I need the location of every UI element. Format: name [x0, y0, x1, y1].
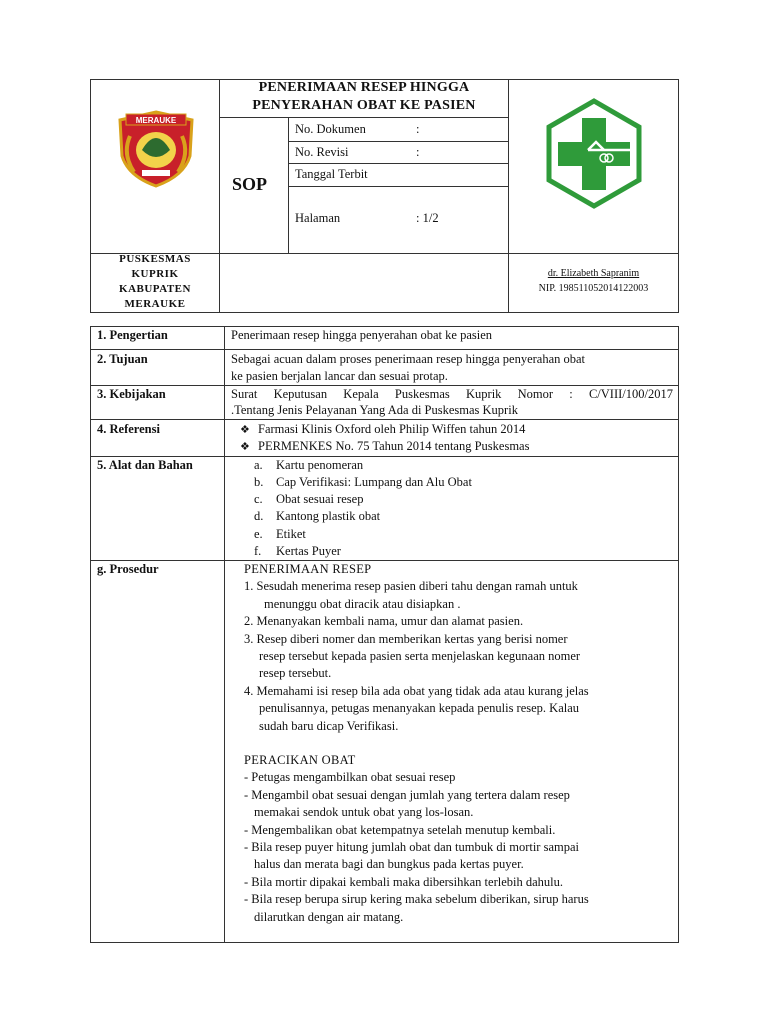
racik-line: - Mengembalikan obat ketempatnya setelah menutup kembali. [244, 823, 556, 837]
signer-nip: NIP. 198511052014122003 [538, 283, 649, 294]
racik-line: - Mengambil obat sesuai dengan jumlah yang tertera dalam resep [244, 788, 570, 802]
field-no-revisi-value: : [416, 145, 420, 159]
text-tujuan-line2: ke pasien berjalan lancar dan sesuai protap. [231, 369, 448, 383]
field-halaman-label: Halaman [295, 211, 341, 225]
signer-name: dr. Elizabeth Sapranim [547, 268, 640, 279]
alat-item-c: Obat sesuai resep [276, 492, 364, 506]
field-tanggal-terbit-label: Tanggal Terbit [295, 167, 368, 181]
text-kebijakan-line2: .Tentang Jenis Pelayanan Yang Ada di Puskesmas Kuprik [231, 403, 518, 417]
label-pengertian: 1. Pengertian [97, 328, 168, 342]
org-line1: PUSKESMAS [119, 253, 191, 265]
field-no-dokumen-value: : [416, 122, 420, 136]
sop-label: SOP [232, 174, 268, 194]
field-no-dokumen-label: No. Dokumen [295, 122, 366, 136]
alat-item-d: Kantong plastik obat [276, 509, 381, 523]
merauke-crest-logo [112, 106, 200, 190]
racik-line: - Bila resep berupa sirup kering maka sebelum diberikan, sirup harus [244, 892, 589, 906]
referensi-item-1: Farmasi Klinis Oxford oleh Philip Wiffen tahun 2014 [258, 422, 526, 436]
label-tujuan: 2. Tujuan [97, 352, 148, 366]
alat-letter-f: f. [254, 544, 262, 558]
step-line: menunggu obat diracik atau disiapkan . [264, 597, 461, 611]
racik-line: - Petugas mengambilkan obat sesuai resep [244, 770, 456, 784]
sop-title-line1: PENERIMAAN RESEP HINGGA [258, 80, 470, 95]
prosedur-heading-peracikan: PERACIKAN OBAT [244, 753, 356, 767]
puskesmas-cross-logo [538, 98, 650, 210]
step-line: resep tersebut. [259, 666, 332, 680]
text-tujuan-line1: Sebagai acuan dalam proses penerimaan resep hingga penyerahan obat [231, 352, 586, 366]
racik-line: memakai sendok untuk obat yang los-losan. [254, 805, 474, 819]
alat-item-a: Kartu penomeran [276, 458, 364, 472]
field-no-revisi-label: No. Revisi [295, 145, 349, 159]
svg-text:MERAUKE: MERAUKE [135, 116, 177, 125]
alat-item-f: Kertas Puyer [276, 544, 341, 558]
alat-item-e: Etiket [276, 527, 306, 541]
org-line2: KUPRIK [131, 268, 179, 280]
sop-title-line2: PENYERAHAN OBAT KE PASIEN [252, 98, 476, 113]
racik-line: halus dan merata bagi dan bungkus pada kertas puyer. [254, 857, 524, 871]
prosedur-heading-penerimaan: PENERIMAAN RESEP [244, 562, 372, 576]
text-kebijakan-line1: Surat Keputusan Kepala Puskesmas Kuprik Nomor : C/VIII/100/2017 [231, 387, 673, 401]
racik-line: - Bila resep puyer hitung jumlah obat dan tumbuk di mortir sampai [244, 840, 580, 854]
field-halaman-value: : 1/2 [416, 211, 439, 225]
alat-letter-d: d. [254, 509, 264, 523]
alat-letter-b: b. [254, 475, 264, 489]
step-line: sudah baru dicap Verifikasi. [259, 719, 399, 733]
text-pengertian: Penerimaan resep hingga penyerahan obat ke pasien [231, 328, 493, 342]
step-line: 1. Sesudah menerima resep pasien diberi tahu dengan ramah untuk [244, 579, 578, 593]
alat-item-b: Cap Verifikasi: Lumpang dan Alu Obat [276, 475, 472, 489]
step-line: 4. Memahami isi resep bila ada obat yang tidak ada atau kurang jelas [244, 684, 589, 698]
label-kebijakan: 3. Kebijakan [97, 387, 166, 401]
step-line: resep tersebut kepada pasien serta menjelaskan kegunaan nomer [259, 649, 581, 663]
label-referensi: 4. Referensi [97, 422, 160, 436]
step-line: 3. Resep diberi nomer dan memberikan kertas yang berisi nomer [244, 632, 568, 646]
label-prosedur: g. Prosedur [97, 562, 159, 576]
org-line3: KABUPATEN [119, 283, 191, 295]
referensi-bullet-2: ❖ [240, 441, 250, 453]
referensi-item-2: PERMENKES No. 75 Tahun 2014 tentang Puskesmas [258, 439, 530, 453]
org-line4: MERAUKE [124, 298, 186, 310]
referensi-bullet-1: ❖ [240, 424, 250, 436]
alat-letter-c: c. [254, 492, 263, 506]
racik-line: - Bila mortir dipakai kembali maka dibersihkan terlebih dahulu. [244, 875, 564, 889]
alat-letter-a: a. [254, 458, 263, 472]
racik-line: dilarutkan dengan air matang. [254, 910, 404, 924]
label-alat-bahan: 5. Alat dan Bahan [97, 458, 193, 472]
step-line: 2. Menanyakan kembali nama, umur dan alamat pasien. [244, 614, 524, 628]
alat-letter-e: e. [254, 527, 263, 541]
step-line: penulisannya, petugas menanyakan kepada penulis resep. Kalau [259, 701, 580, 715]
